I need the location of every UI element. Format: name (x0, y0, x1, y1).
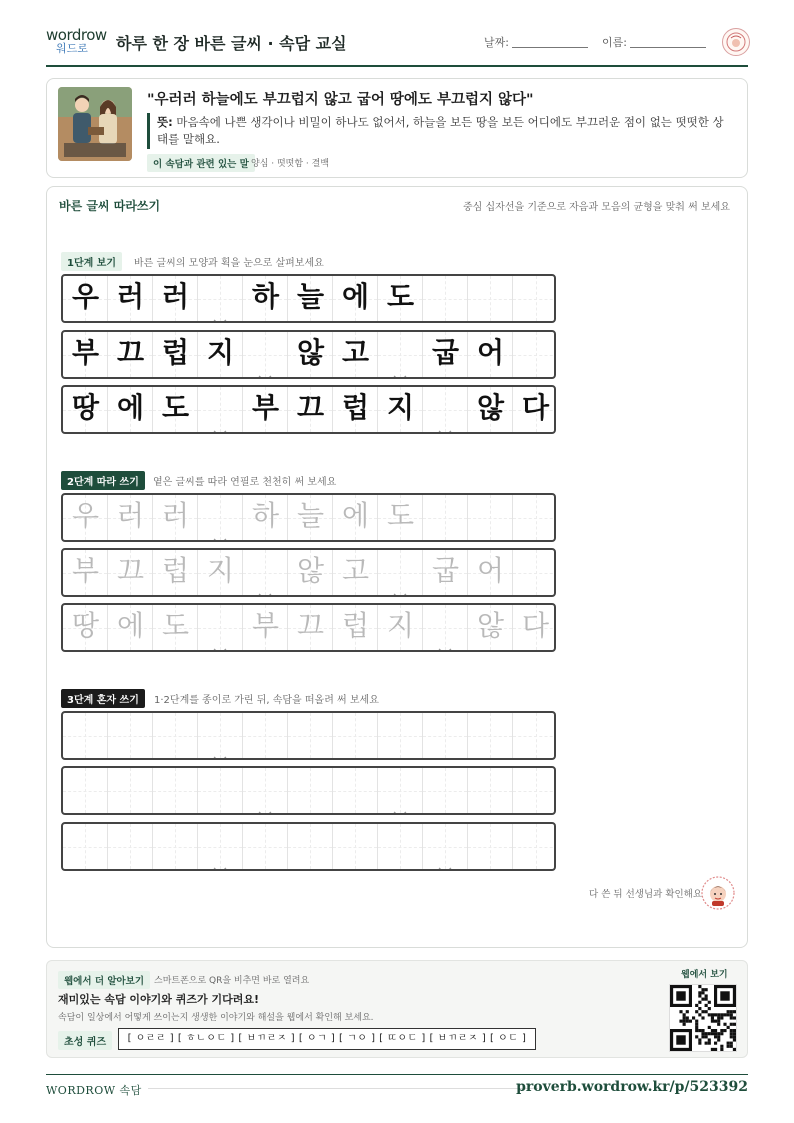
space-mark-icon (393, 586, 407, 594)
model-character: 러 (116, 280, 145, 313)
writing-cell (513, 276, 556, 321)
brand-footer: WORDROW 속담 (46, 1084, 142, 1097)
writing-cell[interactable] (378, 768, 423, 813)
writing-cell[interactable] (288, 713, 333, 758)
writing-cell (288, 387, 333, 432)
writing-cell[interactable] (63, 713, 108, 758)
writing-cell[interactable] (423, 713, 468, 758)
writing-cell[interactable] (153, 824, 198, 869)
writing-cell[interactable] (333, 713, 378, 758)
model-character: 하 (251, 280, 280, 313)
writing-cell[interactable] (513, 550, 556, 595)
date-field[interactable] (512, 47, 588, 48)
writing-row (61, 385, 556, 434)
writing-cell[interactable] (288, 768, 333, 813)
stamp-icon (722, 28, 750, 56)
model-character: 않 (296, 336, 325, 369)
trace-character: 도 (386, 499, 415, 532)
writing-cell[interactable] (198, 824, 243, 869)
step2-badge: 2단계 따라 쓰기 (61, 471, 145, 490)
writing-cell[interactable] (198, 605, 243, 650)
proverb-title: "우러러 하늘에도 부끄럽지 않고 굽어 땅에도 부끄럽지 않다" (147, 92, 534, 108)
writing-cell[interactable] (243, 605, 288, 650)
model-character: 럽 (341, 391, 370, 424)
trace-character: 굽 (431, 554, 460, 587)
writing-cell[interactable] (468, 550, 513, 595)
writing-cell[interactable] (63, 768, 108, 813)
step2-hint: 옅은 글씨를 따라 연필로 천천히 써 보세요 (153, 477, 337, 488)
writing-cell[interactable] (468, 768, 513, 813)
writing-cell[interactable] (108, 550, 153, 595)
writing-cell (63, 387, 108, 432)
model-character: 고 (341, 336, 370, 369)
header-divider (46, 65, 748, 67)
space-mark-icon (393, 804, 407, 812)
model-character: 부 (251, 391, 280, 424)
model-character: 않 (476, 391, 505, 424)
space-mark-icon (213, 860, 227, 868)
writing-cell[interactable] (198, 550, 243, 595)
trace-character: 럽 (341, 609, 370, 642)
footer-divider (46, 1074, 748, 1075)
writing-cell (108, 387, 153, 432)
space-mark-icon (213, 749, 227, 757)
model-character: 땅 (71, 391, 100, 424)
model-character: 우 (71, 280, 100, 313)
space-mark-icon (438, 641, 452, 649)
step3-hint: 1·2단계를 종이로 가린 뒤, 속담을 떠올려 써 보세요 (154, 695, 379, 706)
writing-cell (378, 332, 423, 377)
writing-cell (378, 387, 423, 432)
writing-row[interactable] (61, 493, 556, 542)
model-character: 끄 (116, 336, 145, 369)
model-character: 다 (521, 391, 550, 424)
writing-cell[interactable] (333, 550, 378, 595)
writing-cell[interactable] (378, 495, 423, 540)
writing-cell[interactable] (108, 495, 153, 540)
writing-cell[interactable] (153, 550, 198, 595)
writing-row[interactable] (61, 822, 556, 871)
proverb-url-link[interactable]: proverb.wordrow.kr/p/523392 (516, 1079, 748, 1095)
trace-character: 늘 (296, 499, 325, 532)
space-mark-icon (258, 368, 272, 376)
writing-cell (423, 387, 468, 432)
writing-cell[interactable] (108, 605, 153, 650)
initial-consonant-quiz: [ ㅇㄹㄹ ] [ ㅎㄴㅇㄷ ] [ ㅂㄲㄹㅈ ] [ ㅇㄱ ] [ ㄱㅇ ] [ ㄸㅇㄷ ] [ ㅂㄲㄹㅈ ] [ ㅇㄷ ] (118, 1028, 536, 1050)
space-mark-icon (393, 368, 407, 376)
writing-cell[interactable] (333, 768, 378, 813)
writing-cell[interactable] (153, 713, 198, 758)
writing-cell[interactable] (513, 495, 556, 540)
writing-row[interactable] (61, 766, 556, 815)
trace-character: 다 (521, 609, 550, 642)
writing-cell (198, 387, 243, 432)
trace-character: 끄 (116, 554, 145, 587)
quiz-label: 초성 퀴즈 (58, 1031, 112, 1050)
writing-cell[interactable] (288, 550, 333, 595)
writing-cell (333, 332, 378, 377)
model-character: 러 (161, 280, 190, 313)
step1-hint: 바른 글씨의 모양과 획을 눈으로 살펴보세요 (134, 258, 324, 269)
writing-cell[interactable] (63, 605, 108, 650)
writing-cell[interactable] (468, 495, 513, 540)
writing-cell (108, 276, 153, 321)
writing-cell (513, 387, 556, 432)
writing-cell[interactable] (153, 768, 198, 813)
writing-cell (153, 387, 198, 432)
writing-cell[interactable] (468, 605, 513, 650)
practice-title: 바른 글씨 따라쓰기 (59, 199, 161, 213)
writing-row (61, 274, 556, 323)
writing-cell[interactable] (288, 824, 333, 869)
writing-cell[interactable] (108, 713, 153, 758)
writing-row[interactable] (61, 548, 556, 597)
writing-cell (423, 276, 468, 321)
writing-cell[interactable] (63, 495, 108, 540)
writing-cell (468, 276, 513, 321)
name-field[interactable] (630, 47, 706, 48)
model-character: 도 (161, 391, 190, 424)
writing-cell (198, 332, 243, 377)
space-mark-icon (213, 423, 227, 431)
writing-cell[interactable] (333, 605, 378, 650)
model-character: 에 (116, 391, 145, 424)
writing-cell[interactable] (243, 713, 288, 758)
writing-cell[interactable] (333, 824, 378, 869)
trace-character: 러 (116, 499, 145, 532)
writing-cell[interactable] (153, 495, 198, 540)
trace-character: 지 (386, 609, 415, 642)
writing-row (61, 330, 556, 379)
date-label: 날짜: (484, 36, 509, 49)
trace-character: 않 (476, 609, 505, 642)
web-promo-subtext: 속담이 일상에서 어떻게 쓰이는지 생생한 이야기와 해설을 웹에서 확인해 보세요. (58, 1013, 374, 1023)
name-label: 이름: (602, 36, 627, 49)
space-mark-icon (213, 641, 227, 649)
writing-cell (198, 276, 243, 321)
web-promo-hint: 스마트폰으로 QR을 비추면 바로 열려요 (154, 976, 310, 986)
trace-character: 끄 (296, 609, 325, 642)
model-character: 도 (386, 280, 415, 313)
writing-cell (288, 332, 333, 377)
model-character: 지 (386, 391, 415, 424)
model-character: 어 (476, 336, 505, 369)
model-character: 부 (71, 336, 100, 369)
writing-cell[interactable] (513, 768, 556, 813)
trace-character: 고 (341, 554, 370, 587)
writing-cell (288, 276, 333, 321)
web-promo-label: 웹에서 더 알아보기 (58, 971, 150, 989)
meaning-label: 뜻: (157, 115, 173, 129)
logo-wordmark: wordrow (46, 26, 107, 44)
writing-cell (423, 332, 468, 377)
writing-cell[interactable] (198, 768, 243, 813)
writing-cell[interactable] (513, 824, 556, 869)
writing-cell (378, 276, 423, 321)
wordrow-logo (46, 28, 108, 58)
step3-badge: 3단계 혼자 쓰기 (61, 689, 145, 708)
writing-cell[interactable] (243, 495, 288, 540)
writing-cell (108, 332, 153, 377)
space-mark-icon (213, 531, 227, 539)
meaning-text: 마음속에 나쁜 생각이나 비밀이 하나도 없어서, 하늘을 보든 땅을 보든 어디에도 부끄러운 점이 없는 떳떳한 상태를 말해요. (157, 115, 724, 146)
space-mark-icon (258, 804, 272, 812)
model-character: 에 (341, 280, 370, 313)
writing-cell[interactable] (378, 605, 423, 650)
writing-cell[interactable] (63, 550, 108, 595)
trace-character: 우 (71, 499, 100, 532)
trace-character: 않 (296, 554, 325, 587)
writing-cell (243, 276, 288, 321)
writing-cell[interactable] (288, 495, 333, 540)
trace-character: 러 (161, 499, 190, 532)
writing-cell[interactable] (378, 550, 423, 595)
footer-separator (148, 1088, 538, 1089)
writing-cell[interactable] (333, 495, 378, 540)
writing-cell[interactable] (423, 768, 468, 813)
writing-cell (513, 332, 556, 377)
trace-character: 하 (251, 499, 280, 532)
web-promo-headline: 재미있는 속담 이야기와 퀴즈가 기다려요! (58, 993, 259, 1006)
writing-cell[interactable] (153, 605, 198, 650)
writing-cell[interactable] (243, 768, 288, 813)
writing-cell[interactable] (288, 605, 333, 650)
writing-cell (333, 276, 378, 321)
writing-cell[interactable] (243, 550, 288, 595)
writing-cell (63, 332, 108, 377)
trace-character: 땅 (71, 609, 100, 642)
step1-badge: 1단계 보기 (61, 252, 122, 271)
writing-cell[interactable] (243, 824, 288, 869)
trace-character: 럽 (161, 554, 190, 587)
writing-cell (243, 387, 288, 432)
trace-character: 에 (116, 609, 145, 642)
teacher-note: 다 쓴 뒤 선생님과 확인해요 (589, 889, 703, 900)
model-character: 끄 (296, 391, 325, 424)
trace-character: 지 (206, 554, 235, 587)
page-title: 하루 한 장 바른 글씨 · 속담 교실 (116, 34, 347, 53)
space-mark-icon (438, 860, 452, 868)
practice-hint: 중심 십자선을 기준으로 자음과 모음의 균형을 맞춰 써 보세요 (463, 202, 730, 213)
trace-character: 어 (476, 554, 505, 587)
qr-code-icon[interactable] (669, 984, 737, 1052)
trace-character: 부 (71, 554, 100, 587)
meaning-accent-bar (147, 113, 150, 149)
model-character: 럽 (161, 336, 190, 369)
writing-cell[interactable] (378, 713, 423, 758)
writing-cell[interactable] (468, 824, 513, 869)
writing-cell[interactable] (468, 713, 513, 758)
writing-cell[interactable] (108, 768, 153, 813)
writing-cell (153, 332, 198, 377)
qr-label: 웹에서 보기 (681, 970, 728, 980)
writing-cell (63, 276, 108, 321)
space-mark-icon (438, 423, 452, 431)
trace-character: 에 (341, 499, 370, 532)
model-character: 지 (206, 336, 235, 369)
space-mark-icon (213, 312, 227, 320)
writing-cell[interactable] (108, 824, 153, 869)
logo-korean: 워드로 (56, 42, 88, 55)
writing-cell[interactable] (63, 824, 108, 869)
related-words-label: 이 속담과 관련 있는 말 (147, 154, 255, 172)
teacher-stamp-icon (701, 876, 735, 910)
space-mark-icon (258, 586, 272, 594)
writing-row[interactable] (61, 711, 556, 760)
proverb-illustration (58, 87, 132, 161)
writing-row[interactable] (61, 603, 556, 652)
writing-cell[interactable] (423, 605, 468, 650)
proverb-meaning (157, 114, 732, 148)
writing-cell (333, 387, 378, 432)
related-words: 양심 · 떳떳함 · 결백 (251, 159, 330, 169)
model-character: 굽 (431, 336, 460, 369)
writing-cell[interactable] (423, 550, 468, 595)
writing-cell[interactable] (198, 495, 243, 540)
writing-cell (153, 276, 198, 321)
writing-cell (243, 332, 288, 377)
trace-character: 부 (251, 609, 280, 642)
model-character: 늘 (296, 280, 325, 313)
writing-cell (468, 332, 513, 377)
writing-cell[interactable] (378, 824, 423, 869)
writing-cell[interactable] (513, 713, 556, 758)
writing-cell (468, 387, 513, 432)
writing-cell[interactable] (198, 713, 243, 758)
writing-cell[interactable] (423, 824, 468, 869)
writing-cell[interactable] (423, 495, 468, 540)
trace-character: 도 (161, 609, 190, 642)
writing-cell[interactable] (513, 605, 556, 650)
